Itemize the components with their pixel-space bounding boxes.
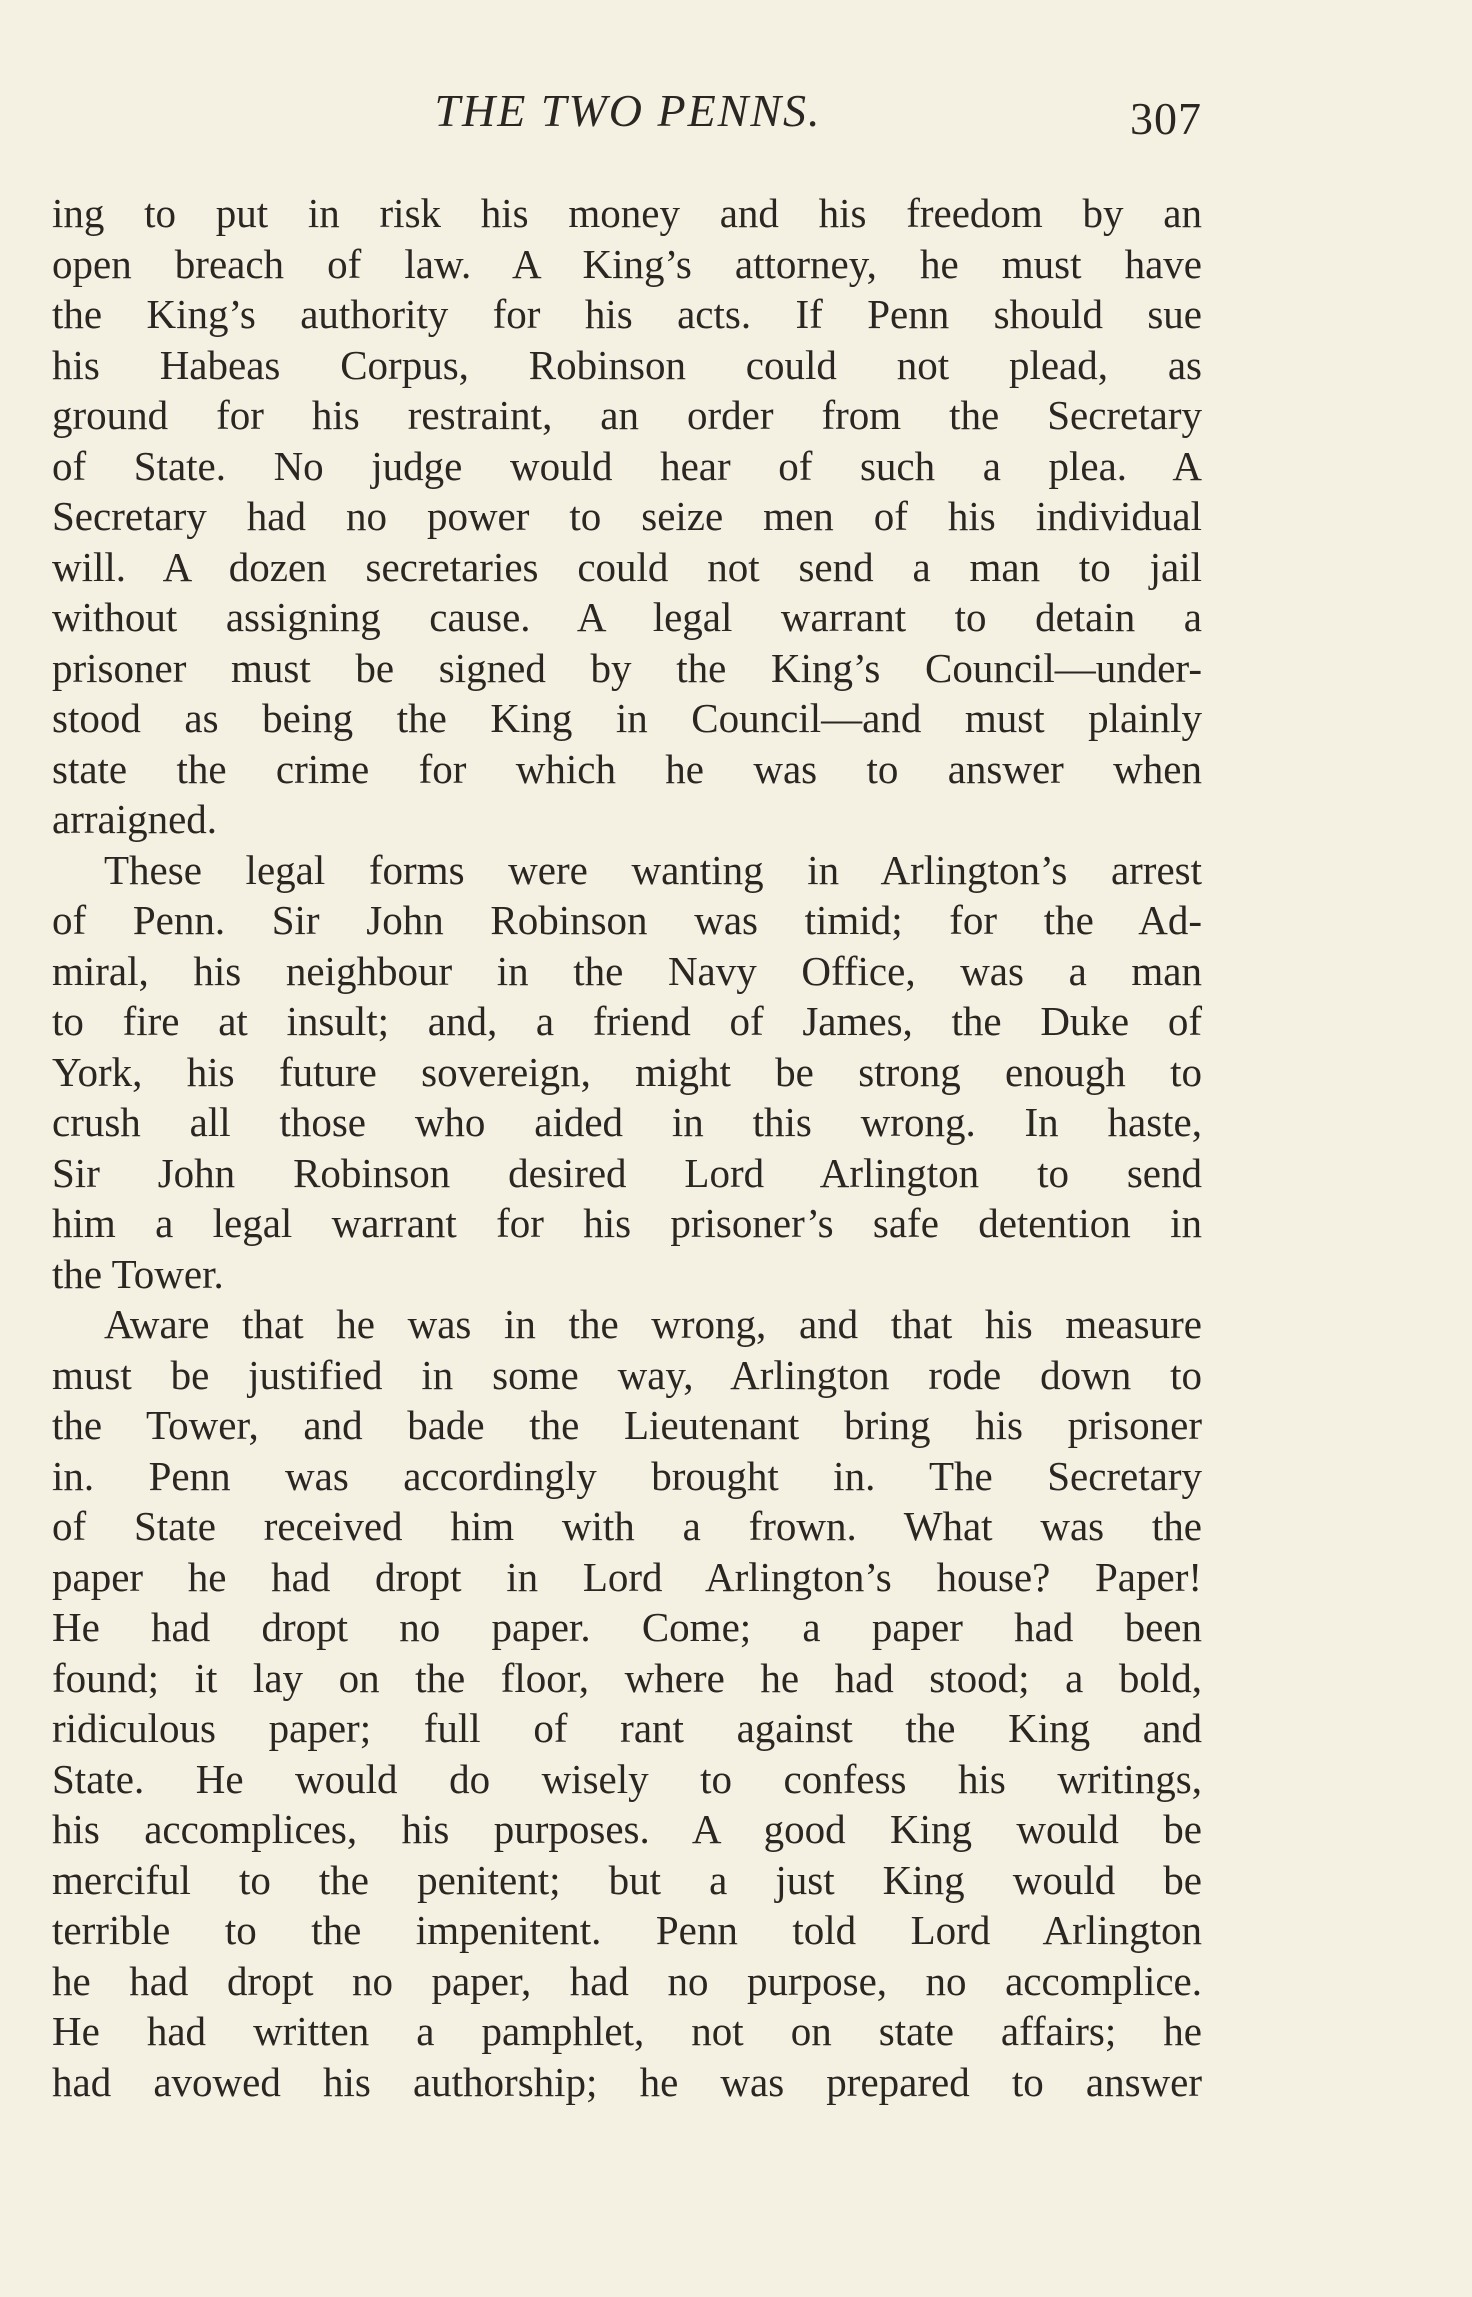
text-line: Secretary had no power to seize men of his individual bbox=[52, 493, 1202, 539]
page-header bbox=[54, 78, 1202, 158]
text-line: prisoner must be signed by the King’s Council—under- bbox=[52, 644, 1202, 691]
paragraph-start-line: Aware that he was in the wrong, and that his measure bbox=[104, 1301, 1202, 1347]
paragraph-end-line: the Tower. bbox=[52, 1250, 224, 1297]
text-line: miral, his neighbour in the Navy Office, was a man bbox=[52, 947, 1202, 994]
text-line: paper he had dropt in Lord Arlington’s house? Paper! bbox=[52, 1553, 1202, 1600]
text-line: State. He would do wisely to confess his writings, bbox=[52, 1755, 1202, 1802]
text-line: stood as being the King in Council—and must plainly bbox=[52, 695, 1202, 741]
body-text bbox=[52, 188, 1202, 2107]
text-line: of State. No judge would hear of such a plea. A bbox=[52, 442, 1202, 489]
text-line: ing to put in risk his money and his freedom by an bbox=[52, 190, 1202, 236]
text-line: he had dropt no paper, had no purpose, no accomplice. bbox=[52, 1957, 1202, 2004]
text-line: of State received him with a frown. What was the bbox=[52, 1503, 1202, 1549]
text-line: his Habeas Corpus, Robinson could not plead, as bbox=[52, 341, 1202, 388]
text-line: the King’s authority for his acts. If Penn should sue bbox=[52, 291, 1202, 337]
text-line: his accomplices, his purposes. A good King would be bbox=[52, 1806, 1202, 1852]
paragraph-start-line: These legal forms were wanting in Arlington’s arrest bbox=[104, 846, 1202, 893]
text-line: crush all those who aided in this wrong. In haste, bbox=[52, 1099, 1202, 1145]
text-line: ridiculous paper; full of rant against the King and bbox=[52, 1705, 1202, 1751]
text-line: York, his future sovereign, might be strong enough to bbox=[52, 1048, 1202, 1095]
text-line: found; it lay on the floor, where he had stood; a bold, bbox=[52, 1654, 1202, 1701]
text-line: open breach of law. A King’s attorney, he must have bbox=[52, 240, 1202, 287]
text-line: will. A dozen secretaries could not send a man to jail bbox=[52, 543, 1202, 590]
text-line: Sir John Robinson desired Lord Arlington to send bbox=[52, 1149, 1202, 1196]
text-line: of Penn. Sir John Robinson was timid; for the Ad- bbox=[52, 897, 1202, 943]
text-line: state the crime for which he was to answer when bbox=[52, 745, 1202, 792]
text-line: He had written a pamphlet, not on state affairs; he bbox=[52, 2008, 1202, 2054]
text-line: in. Penn was accordingly brought in. The Secretary bbox=[52, 1452, 1202, 1499]
running-title: THE TWO PENNS. bbox=[434, 85, 822, 136]
text-line: terrible to the impenitent. Penn told Lord Arlington bbox=[52, 1907, 1202, 1953]
page-number: 307 bbox=[1130, 93, 1202, 144]
text-line: to fire at insult; and, a friend of James, the Duke of bbox=[52, 998, 1202, 1044]
text-line: the Tower, and bade the Lieutenant bring his prisoner bbox=[52, 1402, 1202, 1448]
text-line: ground for his restraint, an order from the Secretary bbox=[52, 392, 1202, 438]
text-line: He had dropt no paper. Come; a paper had been bbox=[52, 1604, 1202, 1650]
text-line: him a legal warrant for his prisoner’s safe detention in bbox=[52, 1200, 1202, 1246]
text-line: had avowed his authorship; he was prepared to answer bbox=[52, 2058, 1202, 2105]
text-line: must be justified in some way, Arlington rode down to bbox=[52, 1351, 1202, 1398]
paragraph-end-line: arraigned. bbox=[52, 796, 218, 842]
text-line: merciful to the penitent; but a just King would be bbox=[52, 1856, 1202, 1903]
text-line: without assigning cause. A legal warrant to detain a bbox=[52, 594, 1202, 640]
